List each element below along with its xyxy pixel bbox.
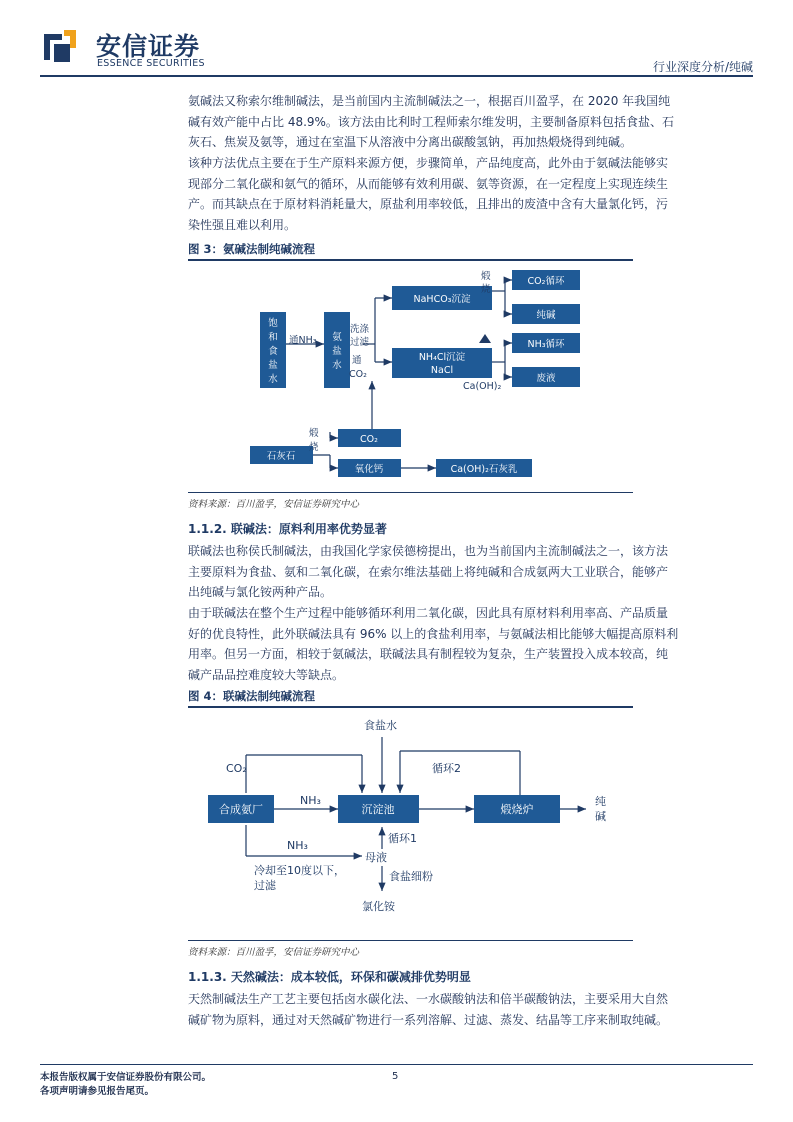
page-number: 5 xyxy=(392,1071,399,1082)
ammonia-brine-char: 水 xyxy=(332,360,342,371)
fine-salt-label: 食盐细粉 xyxy=(389,870,433,883)
ammonia-plant-label: 合成氨厂 xyxy=(219,803,263,816)
co2-cycle-label: CO₂循环 xyxy=(527,276,565,287)
figure-3-title: 图 3：氨碱法制纯碱流程 xyxy=(188,242,316,256)
pass-nh3-label: 通NH₃ xyxy=(289,335,317,346)
report-category: 行业深度分析/纯碱 xyxy=(652,60,753,74)
ammonium-chloride-label: 氯化铵 xyxy=(362,900,395,913)
caoh2-input-label: Ca(OH)₂ xyxy=(463,381,502,392)
nh3-cycle-label: NH₃循环 xyxy=(527,339,565,350)
paragraph-ammonia-soda-pros-cons: 该种方法优点主要在于生产原料来源方便，步骤简单，产品纯度高，此外由于氨碱法能够实 现部分二氧化碳和氨气的循环，从而能够有效利用碳、氨等资源，在一定程度上实现连续生 产。而其缺点在于原材料消耗量大，原盐利用率较低，且排出的废渣中含有大量氯化钙，污 染性强且难以利用。 xyxy=(188,156,669,232)
figure-4-top-rule xyxy=(188,706,633,708)
figure-3-top-rule xyxy=(188,259,633,261)
brine-char: 食 xyxy=(268,346,278,357)
calcination-furnace-label: 煅烧炉 xyxy=(500,803,534,816)
figure-3-flowchart xyxy=(188,262,633,490)
paragraph-hou-process-intro: 联碱法也称侯氏制碱法，由我国化学家侯德榜提出，也为当前国内主流制碱法之一，该方法 主要原料为食盐、氨和二氧化碳，在索尔维法基础上将纯碱和合成氨两大工业联合，能够产 出纯碱与氯化铵两种产品。 xyxy=(188,544,669,599)
settling-tank-label: 沉淀池 xyxy=(361,803,395,816)
section-heading-1-1-2: 1.1.2. 联碱法：原料利用率优势显著 xyxy=(188,522,387,536)
section-heading-1-1-3: 1.1.3. 天然碱法：成本较低，环保和碳减排优势明显 xyxy=(188,970,471,984)
nh4cl-label: NH₄Cl沉淀 xyxy=(418,352,466,363)
footer-divider xyxy=(40,1064,753,1065)
calcine-label: 煅 xyxy=(481,271,491,282)
filter-label: 过滤 xyxy=(254,879,276,892)
wash-label: 洗涤 xyxy=(350,324,370,335)
pass-co2-label: CO₂ xyxy=(349,369,367,380)
calcine2-label: 烧 xyxy=(309,442,319,453)
brine-char: 和 xyxy=(268,332,278,343)
paragraph-ammonia-soda-intro: 氨碱法又称索尔维制碱法，是当前国内主流制碱法之一，根据百川盈孚，在 2020 年我国纯 碱有效产能中占比 48.9%。该方法由比利时工程师索尔维发明，主要制备原料包括食盐、石 灰石、焦炭及氨等，通过在室温下从溶液中分离出碳酸氢钠，再加热煅烧得到纯碱。 xyxy=(188,94,674,149)
essence-logo-icon xyxy=(40,26,80,66)
cooling-label: 冷却至10度以下， xyxy=(254,864,345,877)
soda-output-label: 纯 xyxy=(595,795,606,808)
co2-label: CO₂ xyxy=(360,434,378,445)
ammonia-brine-char: 氨 xyxy=(332,332,342,343)
brine-input-label: 食盐水 xyxy=(364,719,397,732)
paragraph-natural-soda: 天然制碱法生产工艺主要包括卤水碳化法、一水碳酸钠法和倍半碳酸钠法，主要采用大自然 碱矿物为原料，通过对天然碱矿物进行一系列溶解、过滤、蒸发、结晶等工序来制取纯碱。 xyxy=(188,992,669,1027)
waste-label: 废液 xyxy=(536,373,556,384)
nh3-bottom-label: NH₃ xyxy=(287,839,308,852)
calcine2-label: 煅 xyxy=(309,428,319,439)
soda-output-label: 碱 xyxy=(595,810,606,823)
nacl-label: NaCl xyxy=(430,365,454,376)
ammonia-brine-char: 盐 xyxy=(332,346,342,357)
cycle1-label: 循环1 xyxy=(388,832,417,845)
brine-char: 盐 xyxy=(268,360,278,371)
figure-4-bottom-rule xyxy=(188,940,633,941)
footer-disclaimer: 本报告版权属于安信证券股份有限公司。 各项声明请参见报告尾页。 xyxy=(40,1072,212,1097)
figure-4-title: 图 4：联碱法制纯碱流程 xyxy=(188,689,316,703)
header-divider xyxy=(40,75,753,77)
nahco3-label: NaHCO₃沉淀 xyxy=(413,294,471,305)
paragraph-hou-process-pros-cons: 由于联碱法在整个生产过程中能够循环利用二氧化碳，因此具有原材料利用率高、产品质量 好的优良特性，此外联碱法具有 96% 以上的食盐利用率，与氨碱法相比能够大幅提高原料利 用率。但另一方面，相较于氨碱法，联碱法具有制程较为复杂，生产装置投入成本较高，纯 碱产品品控难度较大等缺点。 xyxy=(188,606,679,682)
pass-co2-label: 通 xyxy=(352,355,362,366)
cao-label: 氧化钙 xyxy=(354,464,384,475)
nh3-input-label: NH₃ xyxy=(300,794,321,807)
figure-4-source: 资料来源：百川盈孚，安信证券研究中心 xyxy=(188,947,360,958)
filter-label: 过滤 xyxy=(350,337,370,348)
co2-input-label: CO₂ xyxy=(226,762,247,775)
logo-chinese-name: 安信证券 xyxy=(96,32,201,61)
limestone-label: 石灰石 xyxy=(266,451,296,462)
figure-4-flowchart xyxy=(188,709,633,937)
mother-liquor-label: 母液 xyxy=(365,851,387,864)
figure-3-bottom-rule xyxy=(188,492,633,493)
logo-english-name: ESSENCE SECURITIES xyxy=(97,58,205,69)
calcine-label: 烧 xyxy=(481,284,491,295)
caoh2-label: Ca(OH)₂石灰乳 xyxy=(450,464,518,475)
brine-char: 饱 xyxy=(268,318,278,329)
figure-3-source: 资料来源：百川盈孚，安信证券研究中心 xyxy=(188,499,360,510)
triangle-marker-icon xyxy=(479,334,491,343)
brine-char: 水 xyxy=(268,374,278,385)
cycle2-label: 循环2 xyxy=(432,762,461,775)
soda-label: 纯碱 xyxy=(536,310,556,321)
